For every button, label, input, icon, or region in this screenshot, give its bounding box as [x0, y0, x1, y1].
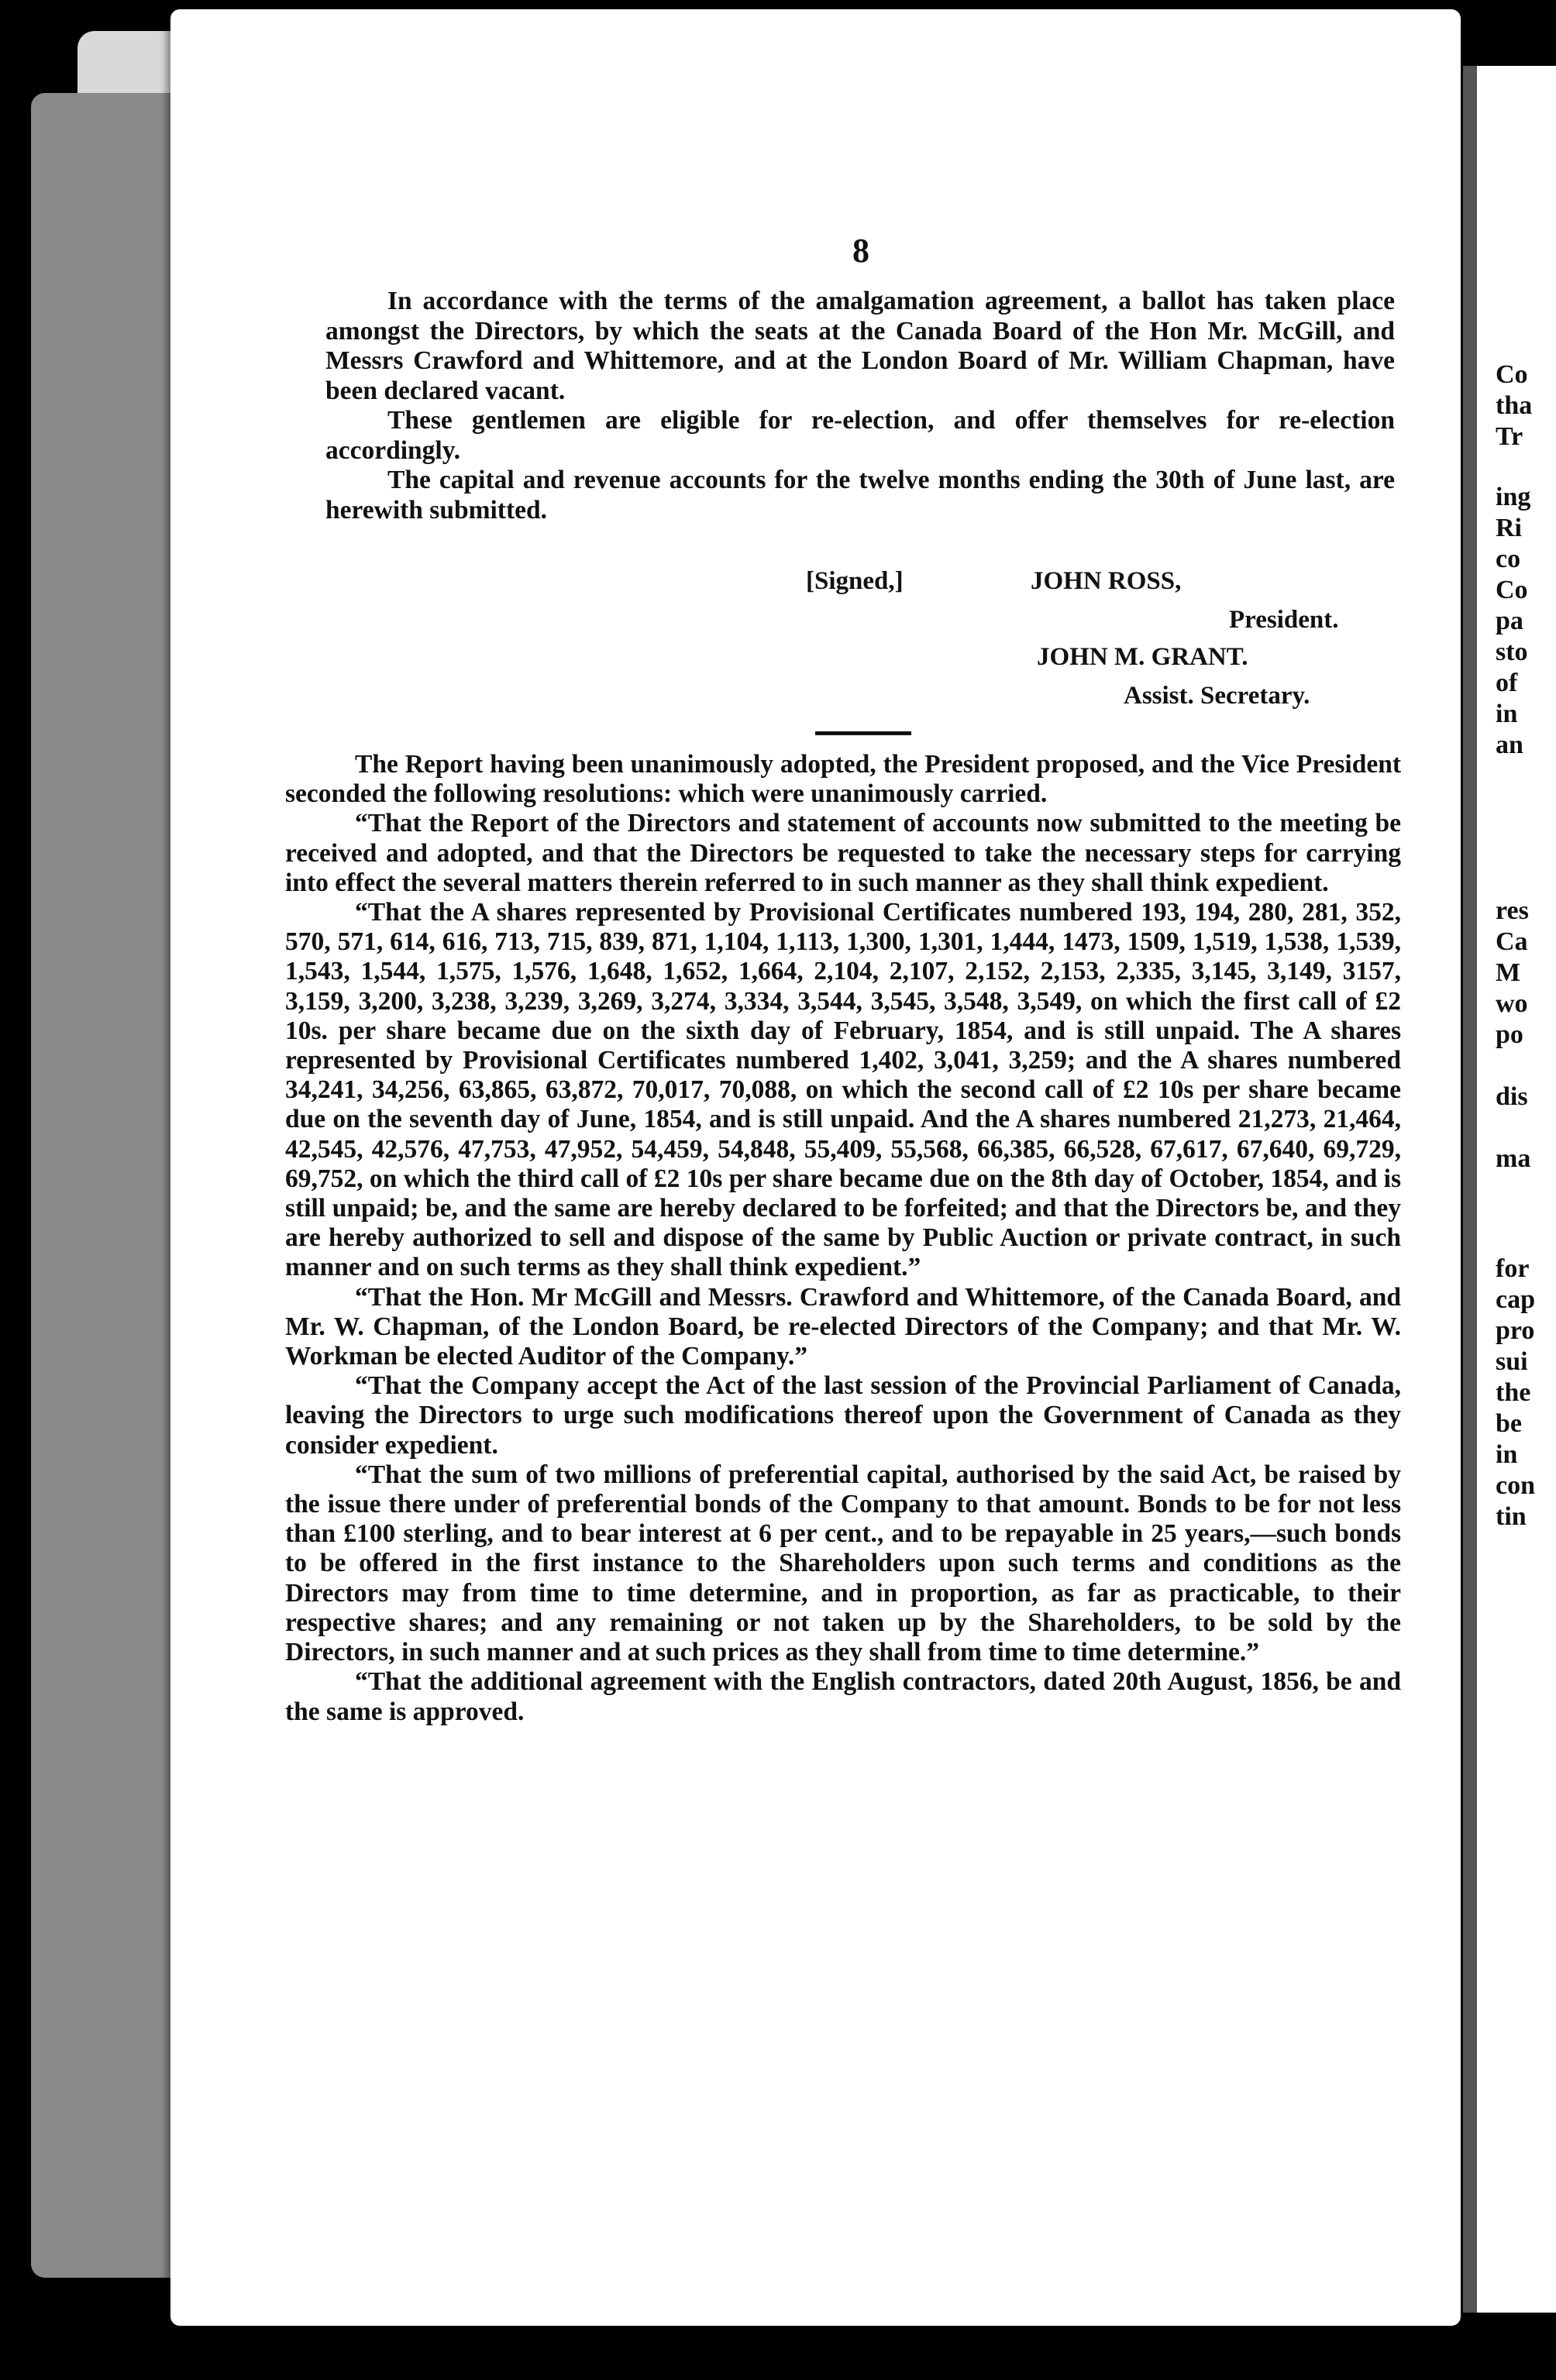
facing-page-fragment-line: pa: [1496, 607, 1523, 635]
report-closing-text: [325, 287, 1395, 525]
secretary-title: Assist. Secretary.: [1124, 682, 1310, 710]
resolution-forfeited-shares: “That the A shares represented by Provisional Certificates numbered 193, 194, 280, 281, 352, 570, 571, 614, 616, 713, 715, 839, 871, 1,104, 1,113, 1,300, 1,301, 1,444, 1473, 1509, 1,519, 1,538, 1,539, 1,543, 1,544, 1,575, 1,576, 1,648, 1,652, 1,664, 2,104, 2,107, 2,152, 2,153, 2,335, 3,145, 3,149, 3157, 3,159, 3,200, 3,238, 3,239, 3,269, 3,274, 3,334, 3,544, 3,545, 3,548, 3,549, on which the first call of £2 10s. per share became due on the sixth day of February, 1854, and is still unpaid. The A shares represented by Provisional Certificates numbered 1,402, 3,041, 3,259; and the A shares numbered 34,241, 34,256, 63,865, 63,872, 70,017, 70,088, on which the second call of £2 10s per share became due on the seventh day of June, 1854, and is still unpaid. And the A shares numbered 21,273, 21,464, 42,545, 42,576, 47,753, 47,952, 54,459, 54,848, 55,409, 55,568, 66,385, 66,528, 67,617, 67,640, 69,729, 69,752, on which the third call of £2 10s per share became due on the 8th day of October, 1854, and is still unpaid; be, and the same are hereby declared to be forfeited; and that the Directors be, and they are hereby authorized to sell and dispose of the same by Public Auction or private contract, in such manner and on such terms as they shall think expedient.”: [285, 898, 1401, 1282]
facing-page-fragment-line: be: [1496, 1409, 1522, 1438]
paragraph-report-adopted: The Report having been unanimously adopted, the President proposed, and the Vice President seconded the following resolutions: which were unanimously carried.: [285, 750, 1401, 809]
resolution-contractors: “That the additional agreement with the English contractors, dated 20th August, 1856, be and the same is approved.: [285, 1667, 1401, 1726]
facing-page-fragment-line: Co: [1496, 360, 1528, 389]
resolutions-text: [285, 750, 1401, 1727]
book-spine-shadow: [31, 93, 178, 2278]
facing-page-fragment: [1463, 66, 1556, 2313]
facing-page-fragment-line: an: [1496, 731, 1523, 759]
resolution-report: “That the Report of the Directors and statement of accounts now submitted to the meeting be received and adopted, and that the Directors be requested to take the necessary steps for carrying into effect the several matters therein referred to in such manner as they shall think expedient.: [285, 809, 1401, 897]
facing-page-fragment-line: tha: [1496, 391, 1533, 420]
facing-page-fragment-line: pro: [1496, 1316, 1535, 1345]
page-number: 8: [852, 232, 869, 270]
paragraph-ballot: In accordance with the terms of the amalgamation agreement, a ballot has taken place amongst the Directors, by which the seats at the Canada Board of the Hon Mr. McGill, and Messrs Crawford and Whittemore, and at the London Board of Mr. William Chapman, have been declared vacant.: [325, 287, 1395, 405]
facing-page-fragment-line: Ri: [1496, 514, 1522, 542]
resolution-directors: “That the Hon. Mr McGill and Messrs. Crawford and Whittemore, of the Canada Board, and Mr. W. Chapman, of the London Board, be re-elected Directors of the Company; and that Mr. W. Workman be elected Auditor of the Company.”: [285, 1282, 1401, 1371]
facing-page-fragment-line: cap: [1496, 1285, 1535, 1314]
resolution-capital: “That the sum of two millions of preferential capital, authorised by the said Act, be raised by the issue there under of preferential bonds of the Company to that amount. Bonds to be for not less than £100 sterling, and to bear interest at 6 per cent., and to be repayable in 25 years,—such bonds to be offered in the first instance to the Shareholders upon such terms and conditions as the Directors may from time to time determine, and in proportion, as far as practicable, to their respective shares; and any remaining or not taken up by the Shareholders, to be sold by the Directors, in such manner and at such prices as they shall from time to time determine.”: [285, 1460, 1401, 1667]
facing-page-fragment-line: M: [1496, 958, 1521, 987]
facing-page-fragment-line: tin: [1496, 1502, 1527, 1531]
facing-page-fragment-line: of: [1496, 669, 1518, 697]
facing-page-fragment-line: sui: [1496, 1347, 1528, 1376]
president-title: President.: [1229, 606, 1339, 634]
signed-label: [Signed,]: [806, 567, 904, 595]
facing-page-fragment-line: Ca: [1496, 927, 1528, 956]
facing-page-fragment-line: dis: [1496, 1082, 1528, 1111]
facing-page-fragment-line: for: [1496, 1254, 1530, 1283]
facing-page-fragment-line: in: [1496, 1440, 1518, 1469]
facing-page-fragment-line: res: [1496, 896, 1529, 925]
paragraph-re-election: These gentlemen are eligible for re-election, and offer themselves for re-election accordingly.: [325, 406, 1395, 465]
facing-page-fragment-line: con: [1496, 1471, 1535, 1500]
facing-page-fragment-line: the: [1496, 1378, 1531, 1407]
facing-page-fragment-line: Co: [1496, 576, 1528, 604]
facing-page-fragment-line: ma: [1496, 1144, 1531, 1173]
facing-page-fragment-line: co: [1496, 545, 1521, 573]
facing-page-fragment-line: wo: [1496, 989, 1528, 1018]
facing-page-fragment-line: in: [1496, 700, 1518, 728]
resolution-act: “That the Company accept the Act of the last session of the Provincial Parliament of Canada, leaving the Directors to urge such modifications thereof upon the Government of Canada as they consider expedient.: [285, 1371, 1401, 1460]
section-divider: [815, 731, 911, 735]
secretary-name: JOHN M. GRANT.: [1037, 643, 1248, 671]
president-name: JOHN ROSS,: [1031, 567, 1182, 595]
paragraph-accounts: The capital and revenue accounts for the twelve months ending the 30th of June last, are herewith submitted.: [325, 466, 1395, 524]
facing-page-fragment-line: Tr: [1496, 422, 1523, 451]
facing-page-fragment-line: ing: [1496, 483, 1531, 511]
facing-page-fragment-line: sto: [1496, 638, 1528, 666]
facing-page-fragment-line: po: [1496, 1020, 1523, 1049]
